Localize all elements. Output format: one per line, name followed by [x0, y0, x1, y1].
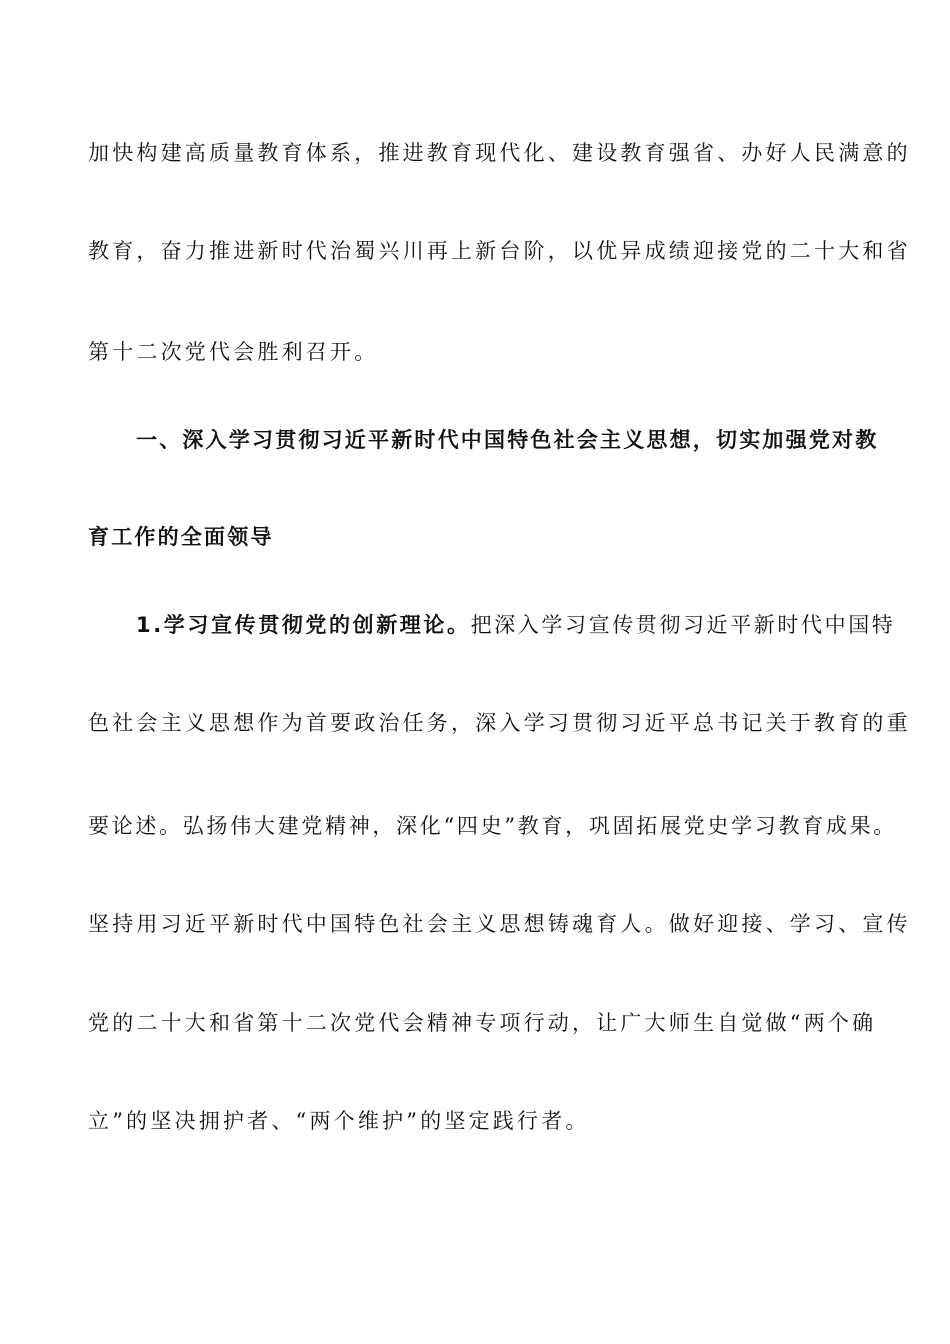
intro-line-2: 教育，奋力推进新时代治蜀兴川再上新台阶，以优异成绩迎接党的二十大和省	[88, 239, 911, 263]
subsection-first-line	[136, 610, 896, 640]
section-heading-line-1: 一、深入学习贯彻习近平新时代中国特色社会主义思想，切实加强党对教	[136, 428, 879, 452]
section-heading-line-2: 育工作的全面领导	[88, 525, 274, 549]
intro-line-1: 加快构建高质量教育体系，推进教育现代化、建设教育强省、办好人民满意的	[88, 141, 911, 165]
intro-line-3: 第十二次党代会胜利召开。	[88, 340, 379, 364]
body-line-5: 立”的坚决拥护者、“两个维护”的坚定践行者。	[88, 1109, 590, 1133]
body-line-2: 要论述。弘扬伟大建党精神，深化“四史”教育，巩固拓展党史学习教育成果。	[88, 814, 897, 838]
body-line-1: 色社会主义思想作为首要政治任务，深入学习贯彻习近平总书记关于教育的重	[88, 711, 911, 735]
body-line-4: 党的二十大和省第十二次党代会精神专项行动，让广大师生自觉做“两个确	[88, 1011, 877, 1035]
subsection-title: 1.学习宣传贯彻党的创新理论。	[136, 613, 471, 637]
body-line-3: 坚持用习近平新时代中国特色社会主义思想铸魂育人。做好迎接、学习、宣传	[88, 912, 911, 936]
subsection-first-line-text: 把深入学习宣传贯彻习近平新时代中国特	[470, 613, 896, 637]
